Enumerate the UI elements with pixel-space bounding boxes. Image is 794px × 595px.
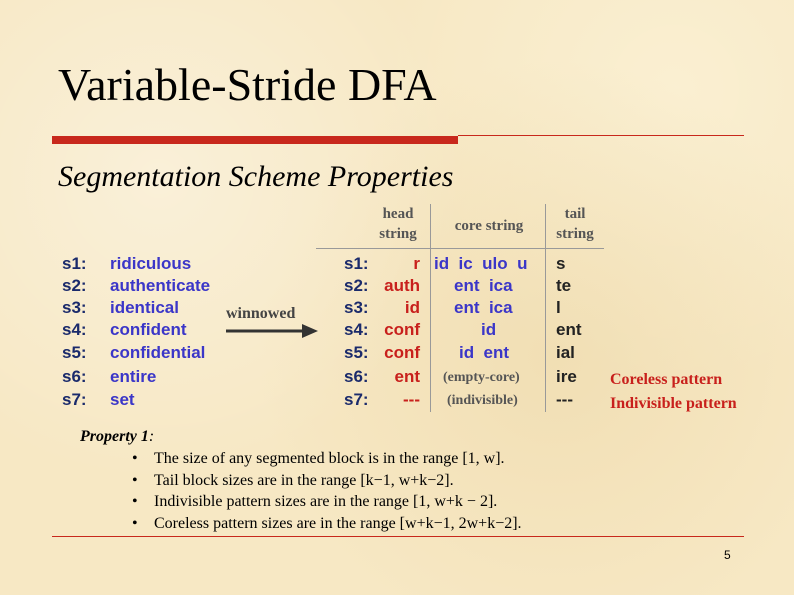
left-label: s3:	[62, 298, 87, 317]
winnowed-label: winnowed	[226, 305, 296, 322]
note-indivisible: Indivisible pattern	[610, 395, 737, 412]
table-header-rule	[316, 248, 604, 249]
header-tail-string	[548, 204, 602, 244]
property-bullet	[132, 472, 454, 490]
page-number: 5	[724, 548, 731, 562]
tail-cell: s	[556, 254, 566, 273]
left-label: s5:	[62, 343, 87, 362]
bullet-text: Indivisible pattern sizes are in the range [1, w+k − 2].	[154, 493, 498, 510]
footer-rule	[52, 536, 744, 537]
tail-cell: ire	[556, 367, 577, 386]
left-word: confident	[110, 320, 187, 339]
head-cell: r	[413, 254, 420, 273]
left-word: identical	[110, 298, 179, 317]
head-cell: conf	[384, 343, 420, 362]
header-tail-line2: string	[556, 226, 594, 242]
head-cell: conf	[384, 320, 420, 339]
header-head-line2: string	[379, 226, 417, 242]
bullet-text: Tail block sizes are in the range [k−1, w+k−2].	[154, 472, 454, 489]
left-word: ridiculous	[110, 254, 192, 273]
header-head-string	[370, 204, 426, 244]
core-cell: id ent	[459, 343, 510, 362]
tail-cell: te	[556, 276, 572, 295]
bullet-glyph: •	[132, 472, 138, 489]
winnowed-arrow-icon	[224, 322, 320, 340]
core-cell: ent ica	[454, 298, 513, 317]
row-label: s7:	[344, 390, 369, 409]
left-word: authenticate	[110, 276, 211, 295]
left-word: confidential	[110, 343, 206, 362]
tail-cell: ent	[556, 320, 582, 339]
left-label: s4:	[62, 320, 87, 339]
tail-cell: l	[556, 298, 561, 317]
tail-cell: ial	[556, 343, 575, 362]
bullet-text: Coreless pattern sizes are in the range [w+k−1, 2w+k−2].	[154, 515, 522, 532]
left-word: entire	[110, 367, 157, 386]
header-tail-line1: tail	[564, 206, 586, 222]
title-rule-thick	[52, 136, 458, 144]
tail-cell: ---	[556, 390, 573, 409]
slide-title: Variable-Stride DFA	[58, 59, 437, 110]
property-bullet	[132, 493, 497, 511]
left-word: set	[110, 390, 135, 409]
bullet-glyph: •	[132, 515, 138, 532]
note-coreless: Coreless pattern	[610, 371, 723, 388]
left-label: s6:	[62, 367, 87, 386]
bullet-glyph: •	[132, 493, 138, 510]
left-label: s7:	[62, 390, 87, 409]
property-title: Property 1	[80, 428, 149, 445]
title-rule-thin	[458, 135, 744, 136]
property-heading	[80, 428, 154, 446]
property-colon: :	[148, 428, 155, 445]
row-label: s4:	[344, 320, 369, 339]
header-head-line1: head	[382, 206, 414, 222]
core-cell: id ic ulo u	[434, 254, 528, 273]
head-cell: ent	[394, 367, 420, 386]
segmented-table	[344, 254, 604, 414]
left-label: s2:	[62, 276, 87, 295]
bullet-glyph: •	[132, 450, 138, 467]
head-cell: auth	[384, 276, 420, 295]
row-label: s1:	[344, 254, 369, 273]
left-label: s1:	[62, 254, 87, 273]
bullet-text: The size of any segmented block is in the range [1, w].	[154, 450, 505, 467]
row-label: s2:	[344, 276, 369, 295]
row-label: s3:	[344, 298, 369, 317]
row-label: s6:	[344, 367, 369, 386]
head-cell: id	[404, 298, 420, 317]
row-label: s5:	[344, 343, 369, 362]
slide-subtitle: Segmentation Scheme Properties	[58, 160, 454, 193]
core-cell: id	[481, 320, 497, 339]
property-bullet	[132, 450, 505, 468]
core-cell: (indivisible)	[447, 393, 518, 408]
core-cell: ent ica	[454, 276, 513, 295]
header-core-string: core string	[454, 218, 524, 234]
head-cell: ---	[403, 390, 420, 409]
core-cell: (empty-core)	[443, 370, 520, 385]
property-bullet	[132, 515, 522, 533]
